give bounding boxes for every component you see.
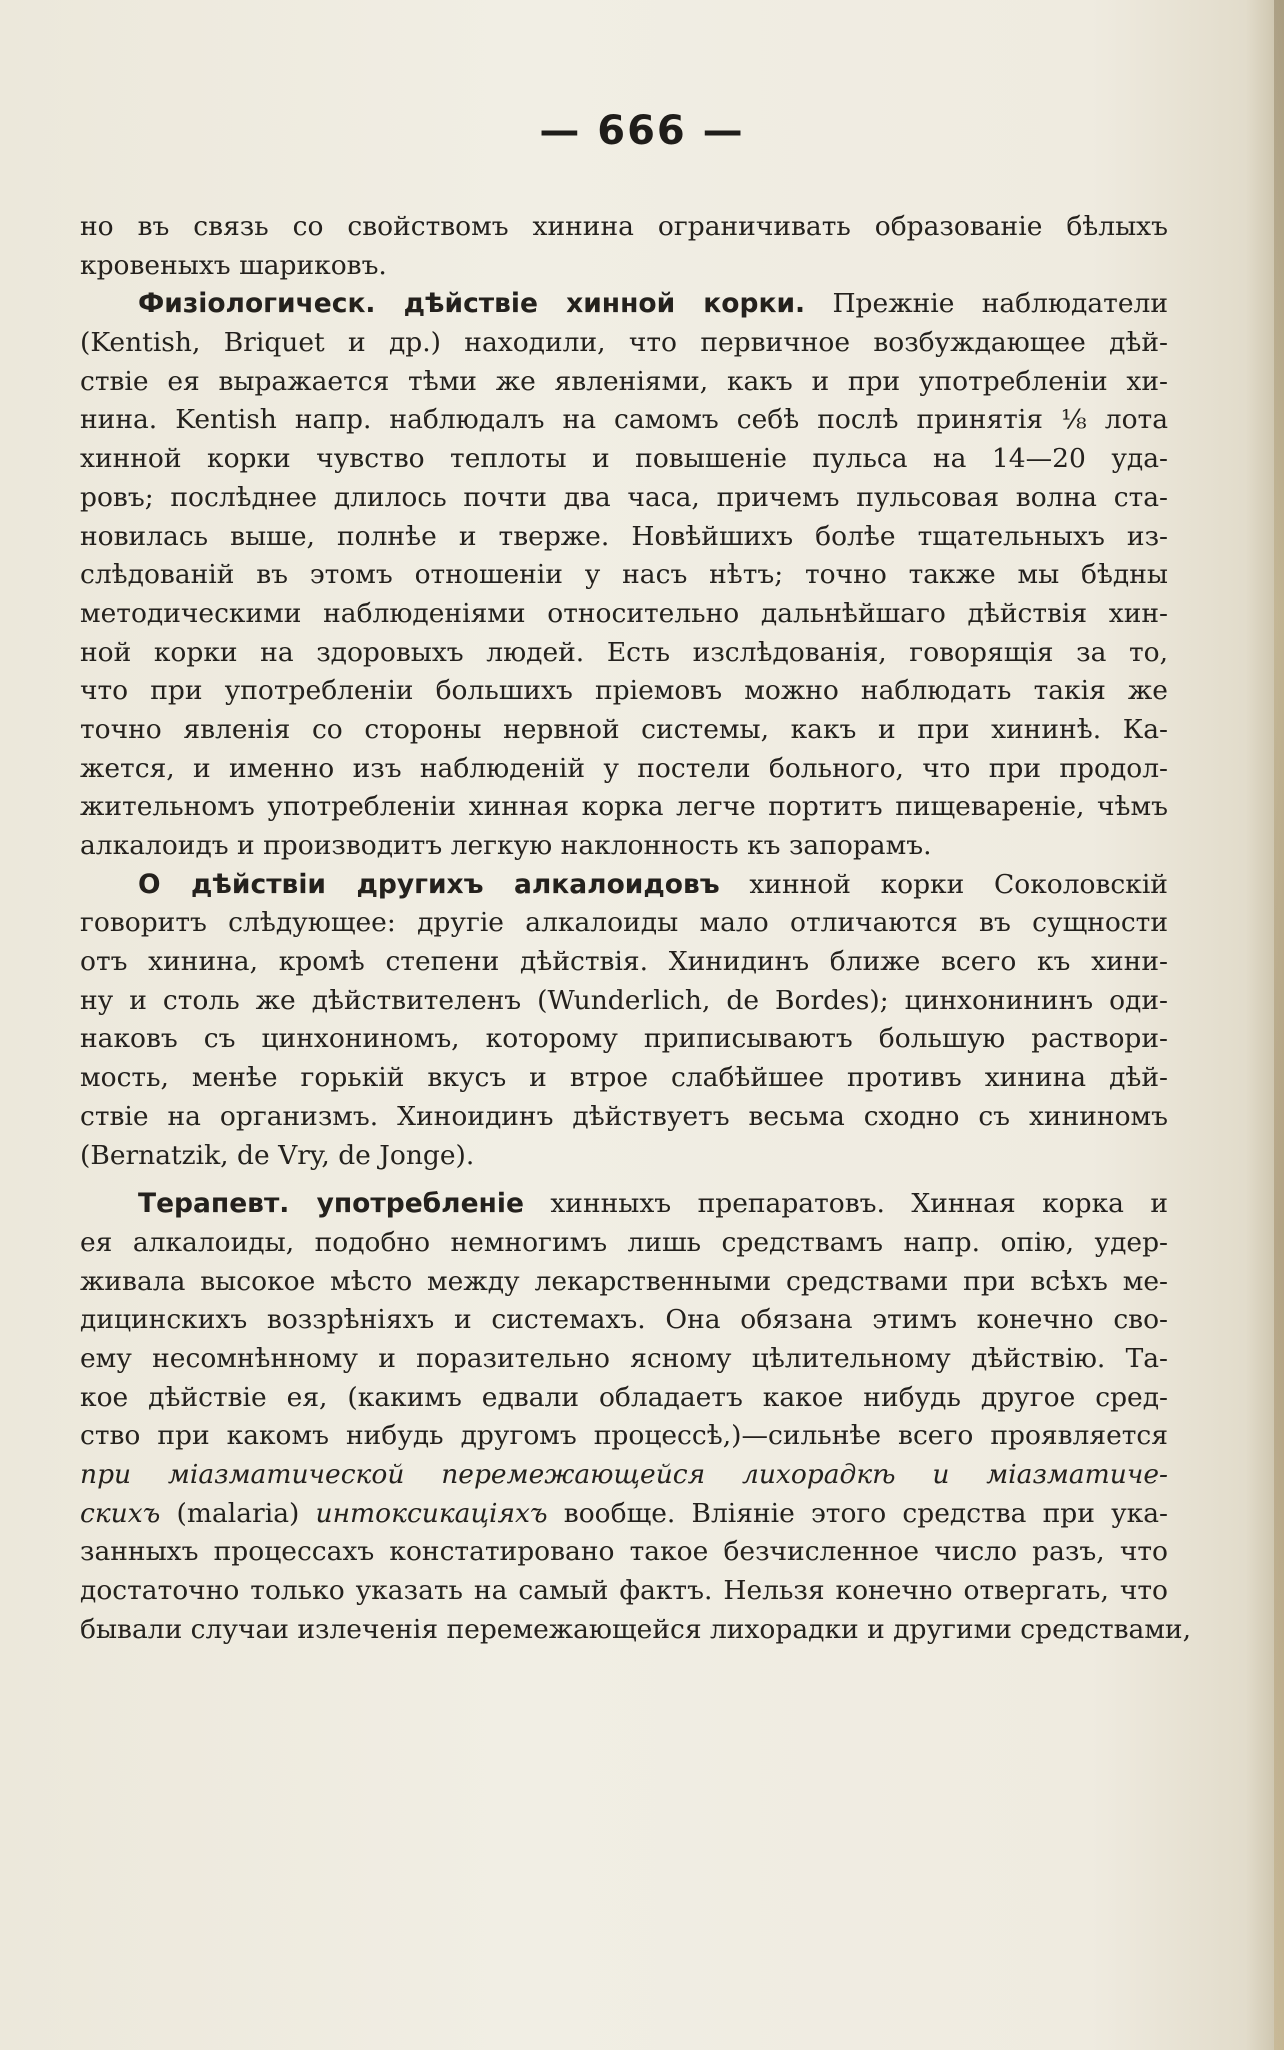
text-line: ной корки на здоровыхъ людей. Есть изслѣдованія, говорящія за то,	[80, 636, 1168, 668]
italic-fragment: скихъ	[80, 1497, 161, 1529]
text-line	[80, 285, 1168, 324]
text-fragment: хинной корки Соколовскій	[749, 868, 1168, 900]
text-line: нина. Kentish напр. наблюдалъ на самомъ себѣ послѣ принятія ⅛ лота	[80, 404, 1168, 436]
text-line: но въ связь со свойствомъ хинина ограничивать образованіе бѣлыхъ	[80, 211, 1168, 242]
text-line: точно явленія со стороны нервной системы, какъ и при хининѣ. Ка-	[80, 713, 1168, 745]
text-line: достаточно только указать на самый фактъ. Нельзя конечно отвергать, что	[80, 1575, 1168, 1607]
page-number: — 666 —	[539, 108, 745, 154]
text-line: слѣдованій въ этомъ отношеніи у насъ нѣтъ; точно также мы бѣдны	[80, 559, 1168, 591]
text-line	[80, 1185, 1168, 1224]
page-edge-stain	[1274, 0, 1284, 2050]
text-line: кровеныхъ шариковъ.	[80, 249, 387, 281]
text-line: говоритъ слѣдующее: другіе алкалоиды мало отличаются въ сущности	[80, 907, 1168, 939]
text-line: методическими наблюденіями относительно дальнѣйшаго дѣйствія хин-	[80, 597, 1168, 629]
text-line: дицинскихъ воззрѣніяхъ и системахъ. Она обязана этимъ конечно сво-	[80, 1304, 1168, 1336]
text-line: хинной корки чувство теплоты и повышеніе пульса на 14—20 уда-	[80, 443, 1168, 475]
text-line: ровъ; послѣднее длилось почти два часа, причемъ пульсовая волна ста-	[80, 481, 1168, 513]
text-line: занныхъ процессахъ констатировано такое безчисленное число разъ, что	[80, 1536, 1168, 1568]
section-heading: Физiологическ. дѣйствiе хинной корки.	[138, 288, 806, 320]
text-line: новилась выше, полнѣе и тверже. Новѣйшихъ болѣе тщательныхъ из-	[80, 520, 1168, 552]
text-line: ство при какомъ нибудь другомъ процессѣ,)—сильнѣе всего проявляется	[80, 1420, 1168, 1452]
text-fragment: (malaria)	[176, 1497, 300, 1529]
section-heading: Терапевт. употребленіе	[138, 1188, 524, 1220]
text-fragment: Прежніе наблюдатели	[832, 288, 1168, 320]
section-heading: О дѣйствіи другихъ алкалоидовъ	[138, 868, 720, 900]
text-line: ну и столь же дѣйствителенъ (Wunderlich, de Bordes); цинхонининъ оди-	[80, 984, 1168, 1016]
text-line: наковъ съ цинхониномъ, которому приписываютъ большую раствори-	[80, 1023, 1168, 1055]
text-line: мость, менѣе горькій вкусъ и втрое слабѣйшее противъ хинина дѣй-	[80, 1062, 1168, 1094]
text-line: ствіе на организмъ. Хиноидинъ дѣйствуетъ весьма сходно съ хининомъ	[80, 1100, 1168, 1132]
text-line	[80, 1495, 1168, 1534]
text-fragment: хинныхъ препаратовъ. Хинная корка и	[550, 1188, 1168, 1220]
text-line-italic: при міазматической перемежающейся лихорадкѣ и міазматиче-	[80, 1459, 1168, 1490]
text-line: бывали случаи излеченія перемежающейся лихорадки и другими средствами,	[80, 1613, 1192, 1645]
text-line: жется, и именно изъ наблюденій у постели больного, что при продол-	[80, 752, 1168, 784]
text-fragment: вообще. Вліяніе этого средства при ука-	[563, 1497, 1168, 1529]
text-line	[80, 866, 1168, 905]
text-line: ствіе ея выражается тѣми же явленіями, какъ и при употребленіи хи-	[80, 365, 1168, 397]
italic-fragment: интоксикаціяхъ	[315, 1497, 548, 1529]
text-line: жительномъ употребленіи хинная корка легче портитъ пищевареніе, чѣмъ	[80, 791, 1168, 823]
text-line: живала высокое мѣсто между лекарственными средствами при всѣхъ ме-	[80, 1265, 1168, 1297]
text-line: (Kentish, Briquet и др.) находили, что первичное возбуждающее дѣй-	[80, 327, 1168, 359]
body-text	[80, 208, 1192, 1649]
text-line: ея алкалоиды, подобно немногимъ лишь средствамъ напр. опію, удер-	[80, 1226, 1168, 1258]
text-line: отъ хинина, кромѣ степени дѣйствія. Хинидинъ ближе всего къ хини-	[80, 946, 1168, 978]
text-line: ему несомнѣнному и поразительно ясному цѣлительному дѣйствію. Та-	[80, 1342, 1168, 1374]
text-line: алкалоидъ и производитъ легкую наклонность къ запорамъ.	[80, 830, 932, 861]
text-line: что при употребленіи большихъ пріемовъ можно наблюдать такія же	[80, 675, 1168, 707]
text-line: (Bernatzik, de Vry, de Jonge).	[80, 1139, 475, 1171]
text-line: кое дѣйствіе ея, (какимъ едвали обладаетъ какое нибудь другое сред-	[80, 1381, 1168, 1413]
